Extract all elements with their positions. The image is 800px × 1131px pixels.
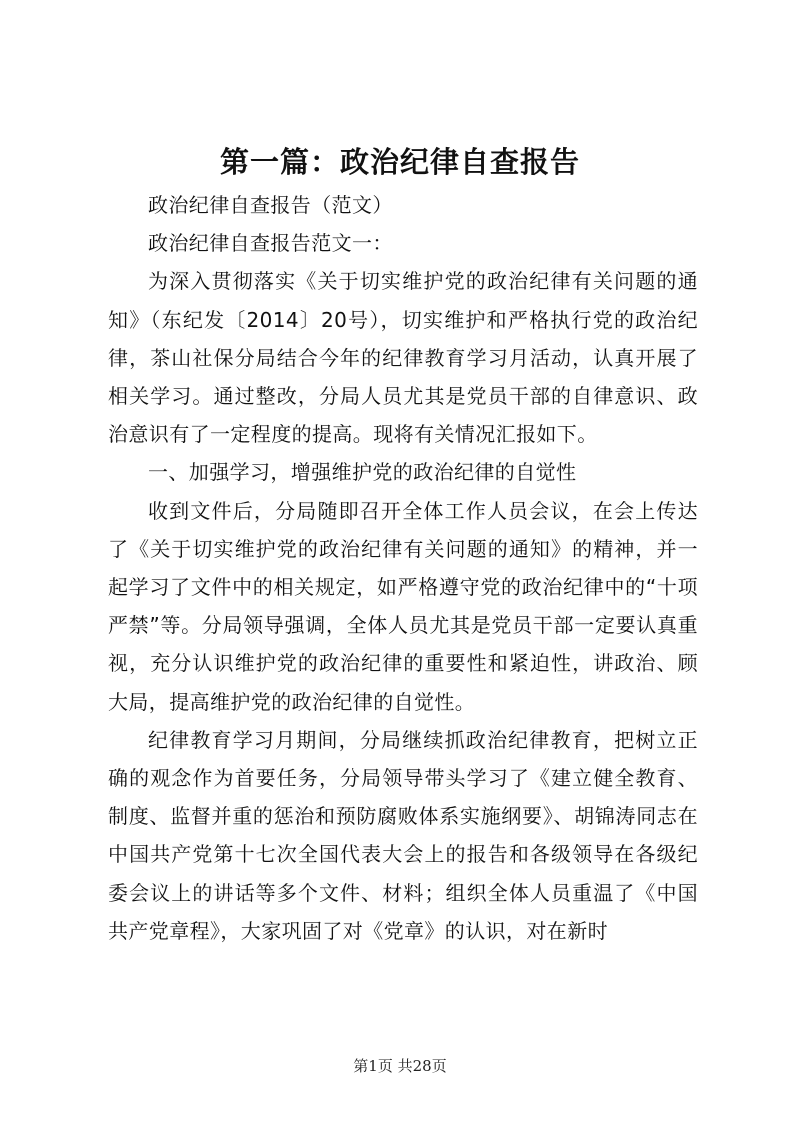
section-heading: 一、加强学习，增强维护党的政治纪律的自觉性 bbox=[148, 460, 577, 485]
paragraph-intro: 为深入贯彻落实《关于切实维护党的政治纪律有关问题的通知》（东纪发〔2014〕20号），切实维护和严格执行党的政治纪律，茶山社保分局结合今年的纪律教育学习月活动，认真开展了相关学习。通过整改，分局人员尤其是党员干部的自律意识、政治意识有了一定程度的提高。现将有关情况汇报如下。 bbox=[108, 269, 698, 447]
document-body bbox=[108, 186, 698, 950]
paragraph-education: 纪律教育学习月期间，分局继续抓政治纪律教育，把树立正确的观念作为首要任务，分局领导带头学习了《建立健全教育、制度、监督并重的惩治和预防腐败体系实施纲要》、胡锦涛同志在中国共产党第十七次全国代表大会上的报告和各级领导在各级纪委会议上的讲话等多个文件、材料；组织全体人员重温了《中国共产党章程》，大家巩固了对《党章》的认识，对在新时 bbox=[108, 727, 698, 943]
page-number: 第1页 共28页 bbox=[353, 1057, 447, 1075]
paragraph-study: 收到文件后，分局随即召开全体工作人员会议，在会上传达了《关于切实维护党的政治纪律有关问题的通知》的精神，并一起学习了文件中的相关规定，如严格遵守党的政治纪律中的“十项严禁”等。分局领导强调，全体人员尤其是党员干部一定要认真重视，充分认识维护党的政治纪律的重要性和紧迫性，讲政治、顾大局，提高维护党的政治纪律的自觉性。 bbox=[108, 498, 698, 714]
paragraph-sample-heading: 政治纪律自查报告范文一： bbox=[148, 231, 393, 256]
page-title: 第一篇：政治纪律自查报告 bbox=[219, 145, 580, 179]
paragraph-subtitle: 政治纪律自查报告（范文） bbox=[148, 193, 393, 217]
